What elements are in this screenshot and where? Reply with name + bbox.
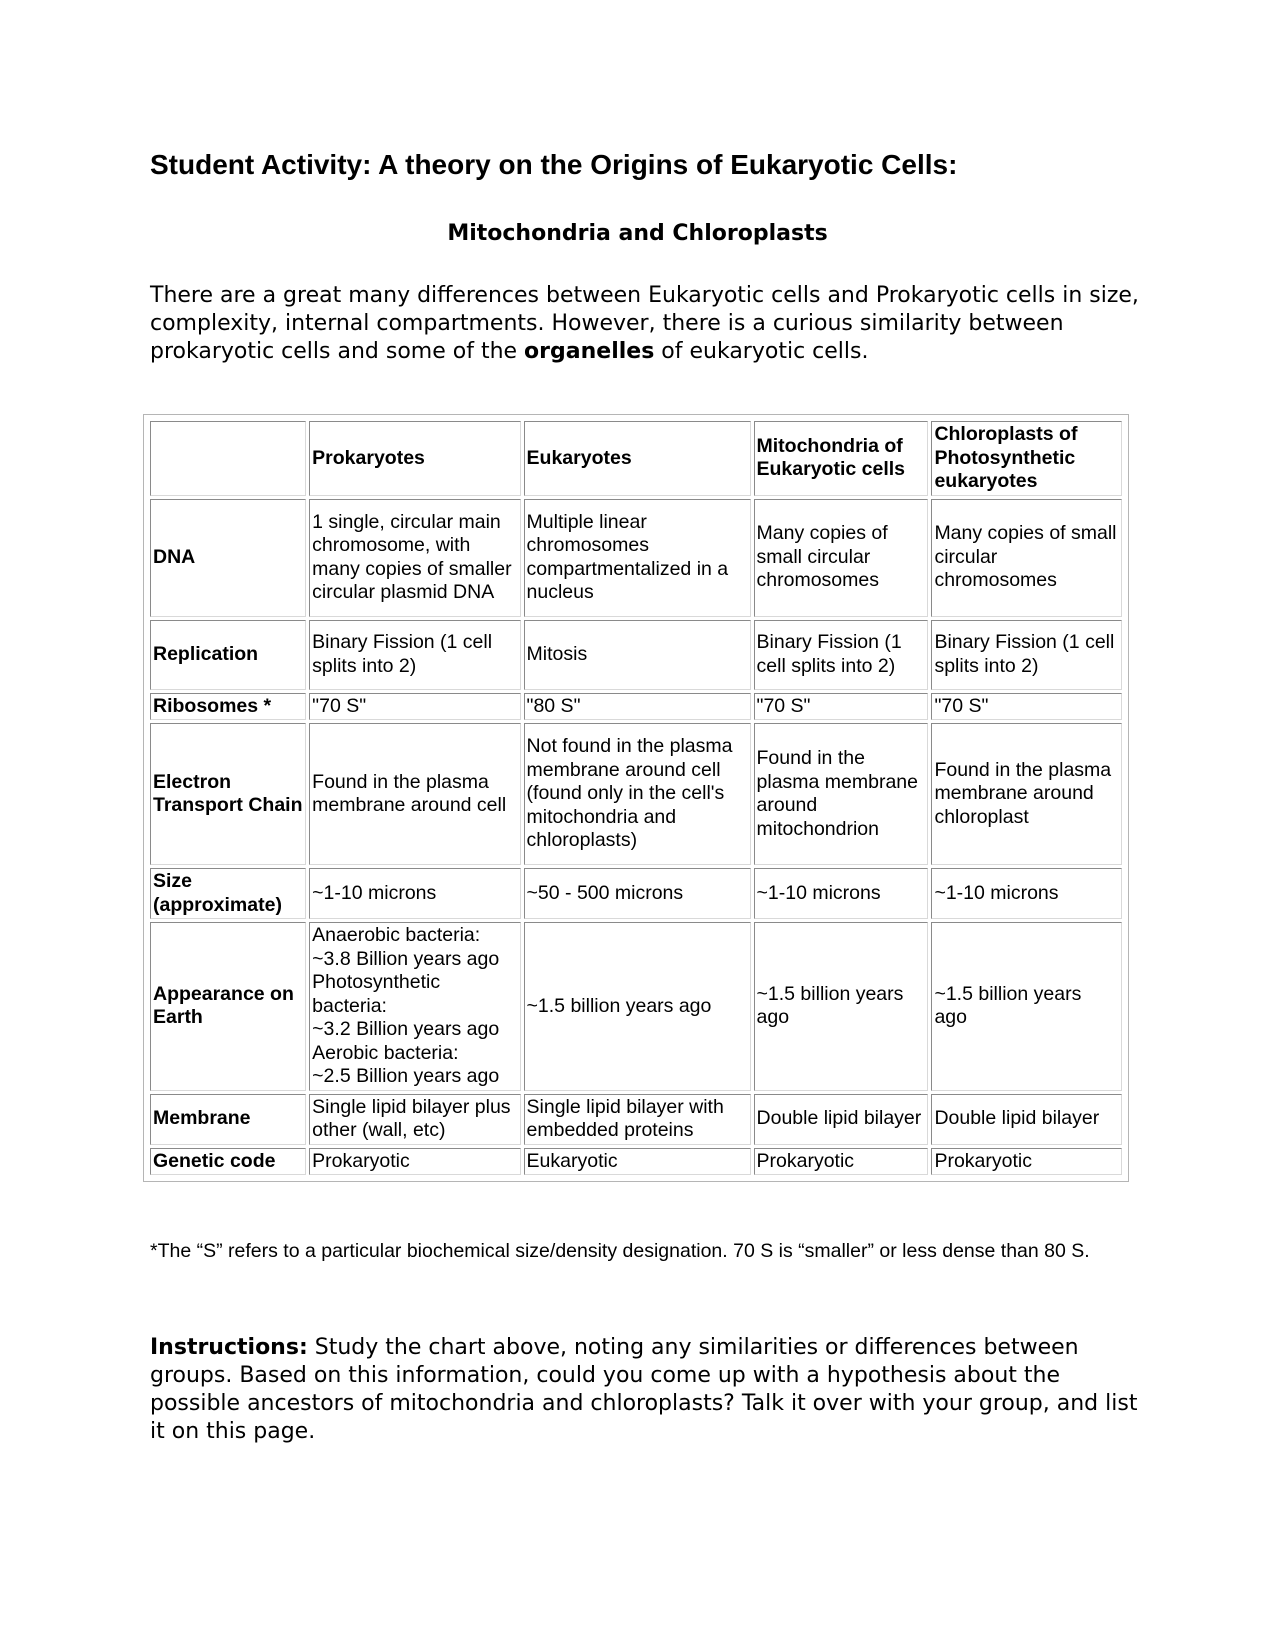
table-column-header: Chloroplasts of Photosynthetic eukaryotes [931,421,1122,496]
table-cell: Mitosis [524,620,751,690]
table-row [150,620,1122,690]
table-cell: Binary Fission (1 cell splits into 2) [309,620,520,690]
instructions-paragraph [150,1334,1140,1446]
table-cell: "70 S" [931,693,1122,721]
table-row [150,868,1122,919]
table-row-label: DNA [150,499,306,617]
table-corner-cell [150,421,306,496]
instructions-label: Instructions: [150,1335,308,1360]
table-cell-line: Photosynthetic bacteria: [312,971,441,1017]
table-row [150,723,1122,865]
table-row-label: Ribosomes * [150,693,306,721]
table-cell-line: ~3.2 Billion years ago [312,1018,500,1040]
table-cell: Many copies of small circular chromosomes [754,499,929,617]
table-row [150,922,1122,1091]
table-cell: ~1.5 billion years ago [931,922,1122,1091]
table-cell: Double lipid bilayer [754,1094,929,1145]
table-cell-line: Aerobic bacteria: [312,1041,459,1064]
table-row [150,1148,1122,1176]
table-cell: ~1-10 microns [754,868,929,919]
table-row-label: Electron Transport Chain [150,723,306,865]
table-cell: Single lipid bilayer plus other (wall, etc) [309,1094,520,1145]
table-cell-line: ~3.8 Billion years ago [312,947,500,970]
table-cell: Found in the plasma membrane around chloroplast [931,723,1122,865]
table-cell: ~1-10 microns [931,868,1122,919]
table-cell: Binary Fission (1 cell splits into 2) [931,620,1122,690]
table-cell: ~50 - 500 microns [524,868,751,919]
table-cell: Prokaryotic [309,1148,520,1176]
table-cell: Binary Fission (1 cell splits into 2) [754,620,929,690]
intro-text-after: of eukaryotic cells. [654,339,869,364]
table-cell: Double lipid bilayer [931,1094,1122,1145]
table-cell: Prokaryotic [754,1148,929,1176]
table-cell: Not found in the plasma membrane around cell (found only in the cell's mitochondria and chloroplasts) [524,723,751,865]
page-title: Student Activity: A theory on the Origins of Eukaryotic Cells: [150,149,958,180]
table-cell: Found in the plasma membrane around mitochondrion [754,723,929,865]
intro-paragraph [150,282,1140,366]
comparison-table [147,418,1125,1178]
table-cell: 1 single, circular main chromosome, with many copies of smaller circular plasmid DNA [309,499,520,617]
table-row [150,499,1122,617]
table-cell: ~1.5 billion years ago [524,922,751,1091]
intro-text-before: There are a great many differences between Eukaryotic cells and Prokaryotic cells in size, complexity, internal compartments. However, there is a curious similarity between prokaryotic cells and some of the [150,283,1139,364]
table-row-label: Membrane [150,1094,306,1145]
table-cell [309,922,520,1091]
page-subtitle: Mitochondria and Chloroplasts [447,221,828,246]
table-cell: "70 S" [754,693,929,721]
table-row [150,1094,1122,1145]
table-row-label: Size (approximate) [150,868,306,919]
table-cell-line: Anaerobic bacteria: [312,924,481,946]
table-cell: Single lipid bilayer with embedded proteins [524,1094,751,1145]
table-header-row [150,421,1122,496]
table-cell: Prokaryotic [931,1148,1122,1176]
table-column-header: Mitochondria of Eukaryotic cells [754,421,929,496]
table-cell: "70 S" [309,693,520,721]
footnote: *The “S” refers to a particular biochemical size/density designation. 70 S is “smaller” or less dense than 80 S. [150,1240,1090,1262]
table-row-label: Appearance on Earth [150,922,306,1091]
table-row-label: Genetic code [150,1148,306,1176]
intro-bold-word: organelles [524,339,655,364]
table-row-label: Replication [150,620,306,690]
table-cell: Many copies of small circular chromosomes [931,499,1122,617]
table-cell: Found in the plasma membrane around cell [309,723,520,865]
comparison-table-frame [143,414,1129,1182]
table-cell: ~1-10 microns [309,868,520,919]
instructions-text: Study the chart above, noting any similarities or differences between groups. Based on this information, could you come up with a hypothesis about the possible ancestors of mitochondria and chloroplasts? Talk it over with your group, and list it on this page. [150,1335,1138,1444]
table-cell-line: ~2.5 Billion years ago [312,1065,500,1087]
table-column-header: Eukaryotes [524,421,751,496]
table-cell: Multiple linear chromosomes compartmentalized in a nucleus [524,499,751,617]
table-column-header: Prokaryotes [309,421,520,496]
table-cell: Eukaryotic [524,1148,751,1176]
table-cell: ~1.5 billion years ago [754,922,929,1091]
table-cell: "80 S" [524,693,751,721]
table-row [150,693,1122,721]
